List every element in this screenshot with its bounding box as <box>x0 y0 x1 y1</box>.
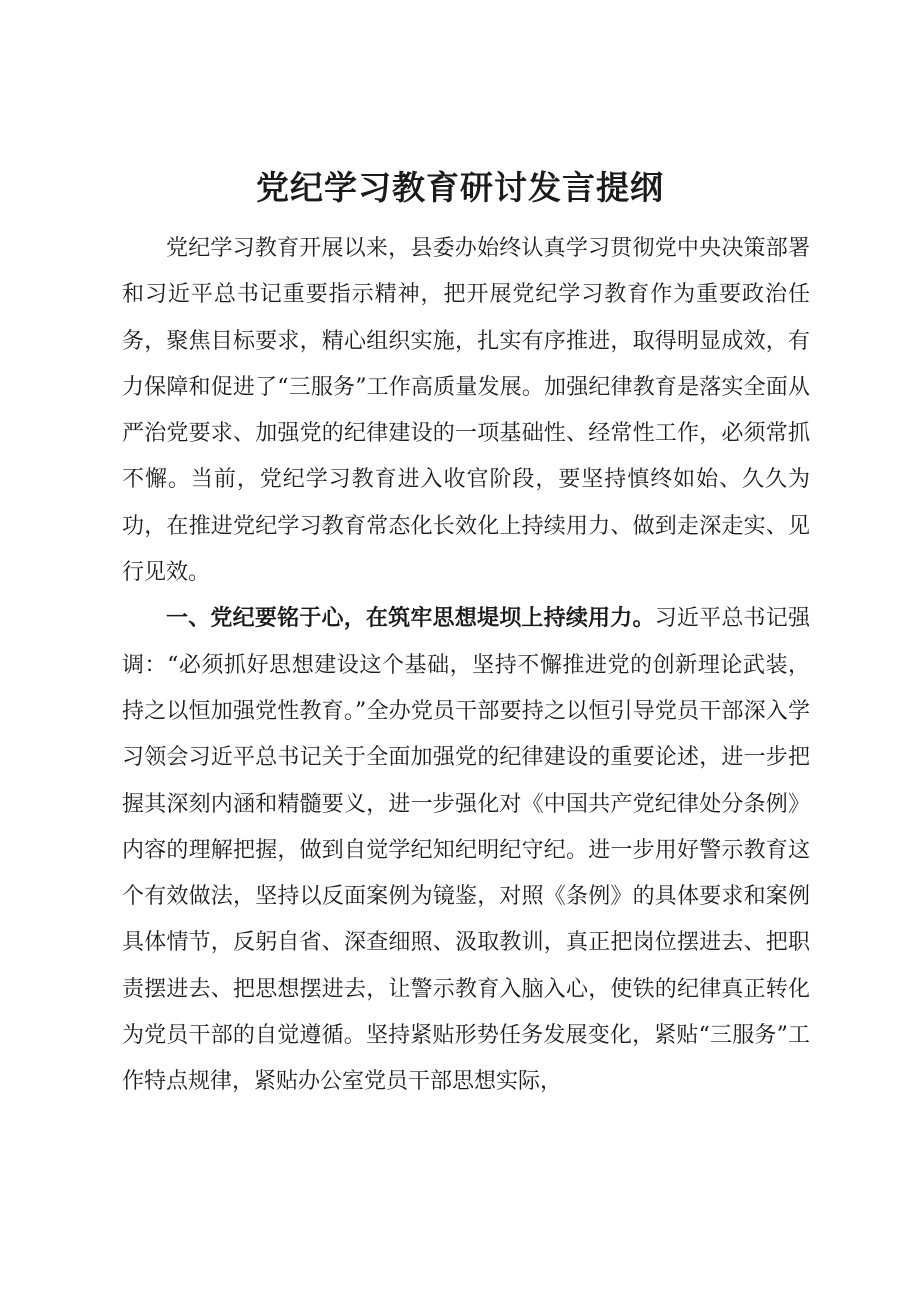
section-one-text: 习近平总书记强调：“必须抓好思想建设这个基础，坚持不懈推进党的创新理论武装，持之以恒加强党性教育。”全办党员干部要持之以恒引导党员干部深入学习领会习近平总书记关于全面加强党的纪律建设的重要论述，进一步把握其深刻内涵和精髓要义，进一步强化对《中国共产党纪律处分条例》内容的理解把握，做到自觉学纪知纪明纪守纪。进一步用好警示教育这个有效做法，坚持以反面案例为镜鉴，对照《条例》的具体要求和案例具体情节，反躬自省、深查细照、汲取教训，真正把岗位摆进去、把职责摆进去、把思想摆进去，让警示教育入脑入心，使铁的纪律真正转化为党员干部的自觉遵循。坚持紧贴形势任务发展变化，紧贴“三服务”工作特点规律，紧贴办公室党员干部思想实际， <box>122 606 810 1095</box>
document-body <box>122 226 810 1106</box>
intro-paragraph-text: 党纪学习教育开展以来，县委办始终认真学习贯彻党中央决策部署和习近平总书记重要指示精神，把开展党纪学习教育作为重要政治任务，聚焦目标要求，精心组织实施，扎实有序推进，取得明显成效，有力保障和促进了“三服务”工作高质量发展。加强纪律教育是落实全面从严治党要求、加强党的纪律建设的一项基础性、经常性工作，必须常抓不懈。当前，党纪学习教育进入收官阶段，要坚持慎终如始、久久为功，在推进党纪学习教育常态化长效化上持续用力、做到走深走实、见行见效。 <box>122 236 810 586</box>
section-one-paragraph <box>122 596 810 1105</box>
intro-paragraph <box>122 226 810 596</box>
document-title: 党纪学习教育研讨发言提纲 <box>256 168 664 207</box>
section-one-heading: 一、党纪要铭于心，在筑牢思想堤坝上持续用力。 <box>166 606 655 632</box>
